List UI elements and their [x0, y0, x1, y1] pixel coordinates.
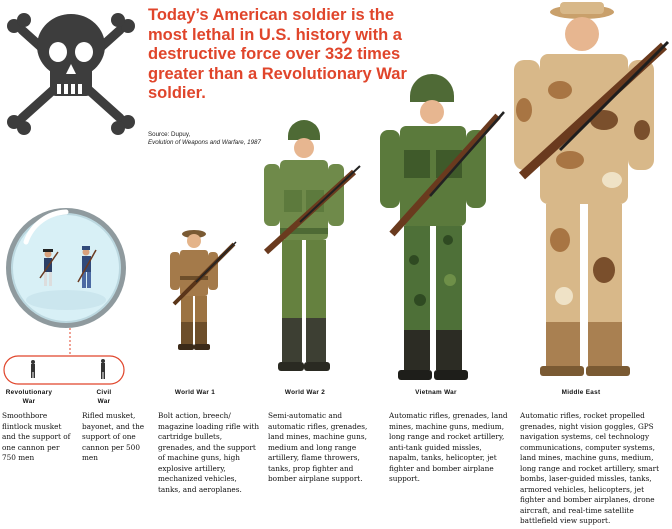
era-label-world-war-1: World War 1 [174, 389, 216, 396]
era-label-civil-war: Civil War [96, 389, 112, 405]
description-revolutionary-war: Smoothbore flintlock musket and the support of one cannon per 750 men [2, 411, 71, 462]
era-label-revolutionary-war: Revolutionary War [5, 389, 53, 405]
magnifier-lens-icon [6, 208, 126, 328]
description-world-war-2: Semi-automatic and automatic rifles, grenades, land mines, machine guns, medium and long range artillery, flame throwers, tanks, prop fighter and bomber airplane support. [268, 411, 368, 483]
era-label-middle-east: Middle East [561, 389, 601, 396]
description-middle-east: Automatic rifles, rocket propelled grenades, night vision goggles, GPS navigation systems, cel technology communications, computer systems, land mines, machine guns, medium, long range and rocket artillery, smart bombs, laser-guided missles, tanks, armored vehicles, helicopters, jet fighter and bomber airplanes, drone aircraft, and real-time satellite battlefield view support. [520, 411, 660, 525]
soldier-vietnam-war [380, 74, 504, 380]
soldier-world-war-2 [264, 120, 360, 371]
source-line-2: Evolution of Weapons and Warfare, 1987 [148, 139, 261, 146]
headline: Today’s American soldier is the most lethal in U.S. history with a destructive force over 332 times greater than a Revolutionary War soldier. [148, 6, 407, 102]
era-label-vietnam-war: Vietnam War [415, 389, 457, 396]
description-world-war-1: Bolt action, breech/ magazine loading rifle with cartridge bullets, grenades, and the support of machine guns, high explosive artillery, mechanized vehicles, tanks, and aeroplanes. [158, 411, 260, 494]
callout-ring [4, 356, 124, 384]
skull-crossbones-icon [7, 13, 135, 135]
description-civil-war: Rifled musket, bayonet, and the support of one cannon per 500 men [82, 411, 145, 462]
description-vietnam-war: Automatic rifles, grenades, land mines, machine guns, medium, long range and rocket artillery, anti-tank guided missles, napalm, tanks, helicopter, jet fighter and bomber airplane support. [389, 411, 508, 483]
era-label-world-war-2: World War 2 [284, 389, 326, 396]
source-citation [148, 131, 408, 147]
source-line-1: Source: Dupuy, [148, 131, 191, 138]
soldier-world-war-1 [170, 230, 236, 350]
soldier-middle-east [514, 2, 668, 376]
